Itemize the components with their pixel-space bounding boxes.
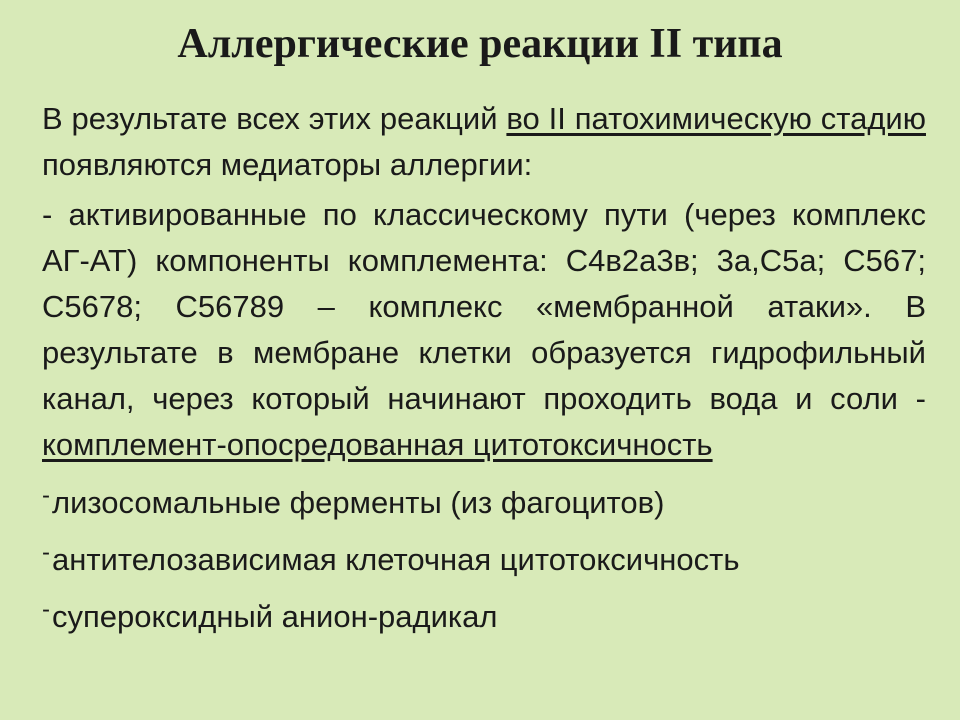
- dash-marker: -: [42, 482, 50, 509]
- dash-marker: -: [42, 596, 50, 623]
- list-item-text: лизосомальные ферменты (из фагоцитов): [52, 485, 665, 520]
- slide-title: Аллергические реакции II типа: [177, 21, 783, 67]
- intro-text-end: появляются медиаторы аллергии:: [42, 147, 533, 182]
- complement-paragraph: [42, 192, 926, 468]
- list-item: [42, 590, 926, 647]
- intro-paragraph: [42, 96, 926, 188]
- list-item: [42, 533, 926, 590]
- dash-marker: -: [42, 539, 50, 566]
- list-item-text: супероксидный анион-радикал: [52, 599, 498, 634]
- complement-text: - активированные по классическому пути (через комплекс АГ-АТ) компоненты комплемента: С4в2а3в; 3а,С5а; С567; С5678; С56789 – комплекс «мембранной атаки». В результате в мембране клетки образуется гидрофильный канал, через который начинают проходить вода и соли -: [42, 197, 926, 416]
- complement-underlined-text: комплемент-опосредованная цитотоксичность: [42, 427, 713, 462]
- intro-text-start: В результате всех этих реакций: [42, 101, 507, 136]
- list-item-text: антителозависимая клеточная цитотоксичность: [52, 542, 740, 577]
- list-item: [42, 476, 926, 533]
- slide-body: [42, 96, 926, 647]
- intro-underlined-text: во II патохимическую стадию: [506, 101, 926, 136]
